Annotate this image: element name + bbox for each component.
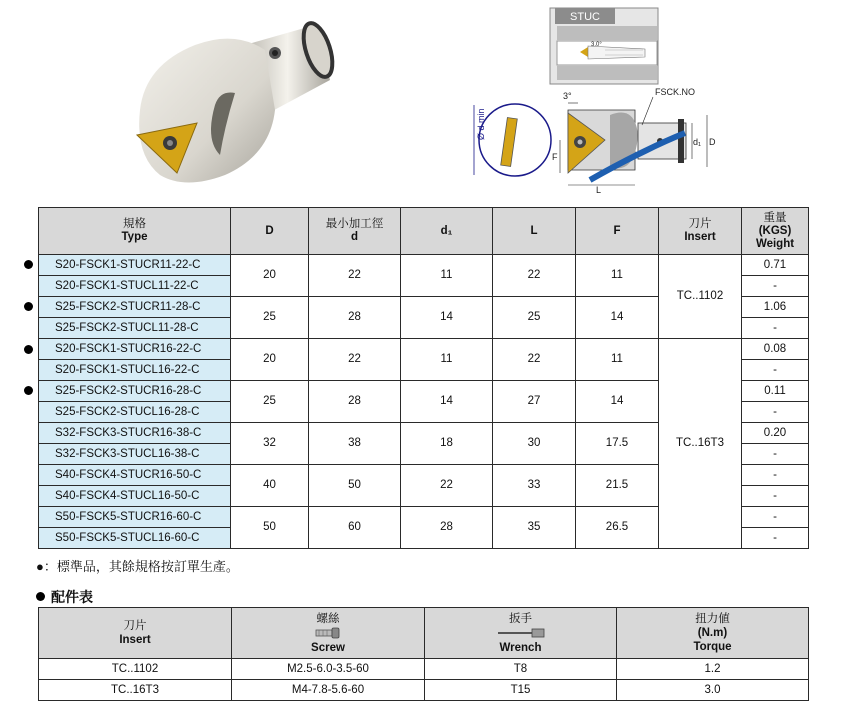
header-d1: d₁ xyxy=(401,208,493,255)
D-cell: 25 xyxy=(231,297,309,339)
d1-cell: 11 xyxy=(401,339,493,381)
stuc-angle-label: 3.0° xyxy=(591,42,602,48)
header-acc-insert: 刀片 Insert xyxy=(39,608,232,659)
dmin-cell: 28 xyxy=(309,297,401,339)
model-cell: S20-FSCK1-STUCL16-22-C xyxy=(39,360,231,381)
standard-dot xyxy=(24,302,33,311)
weight-cell: 1.06 xyxy=(742,297,809,318)
dmin-cell: 28 xyxy=(309,381,401,423)
L-cell: 25 xyxy=(493,297,576,339)
table-row xyxy=(39,255,809,276)
weight-cell: - xyxy=(742,507,809,528)
dmin-cell: 50 xyxy=(309,465,401,507)
model-cell: S25-FSCK2-STUCR16-28-C xyxy=(39,381,231,402)
standard-note: ●：標準品，其餘規格按訂單生產。 xyxy=(36,559,239,574)
weight-cell: 0.08 xyxy=(742,339,809,360)
weight-cell: - xyxy=(742,276,809,297)
dmin-cell: 22 xyxy=(309,339,401,381)
fsck-label: FSCK.NO xyxy=(655,87,696,97)
acc-wrench-cell: T15 xyxy=(425,680,617,701)
weight-cell: - xyxy=(742,465,809,486)
dmin-cell: 38 xyxy=(309,423,401,465)
acc-screw-cell: M4-7.8-5.6-60 xyxy=(232,680,425,701)
F-cell: 14 xyxy=(576,297,659,339)
tool-holder-photo xyxy=(125,5,340,195)
insert-cell: TC..16T3 xyxy=(659,339,742,549)
header-model: 規格 Type xyxy=(39,208,231,255)
acc-torque-cell: 1.2 xyxy=(617,659,809,680)
model-cell: S50-FSCK5-STUCL16-60-C xyxy=(39,528,231,549)
dmin-cell: 60 xyxy=(309,507,401,549)
model-cell: S50-FSCK5-STUCR16-60-C xyxy=(39,507,231,528)
model-cell: S20-FSCK1-STUCR11-22-C xyxy=(39,255,231,276)
header-acc-torque: 扭力値 (N.m) Torque xyxy=(617,608,809,659)
model-cell: S40-FSCK4-STUCR16-50-C xyxy=(39,465,231,486)
F-cell: 11 xyxy=(576,339,659,381)
model-cell: S25-FSCK2-STUCL16-28-C xyxy=(39,402,231,423)
acc-screw-cell: M2.5-6.0-3.5-60 xyxy=(232,659,425,680)
d1-cell: 14 xyxy=(401,297,493,339)
d1-cell: 22 xyxy=(401,465,493,507)
F-cell: 21.5 xyxy=(576,465,659,507)
header-weight: 重量 (KGS) Weight xyxy=(742,208,809,255)
spec-table xyxy=(38,207,809,549)
stuc-label: STUC xyxy=(570,11,600,23)
D-cell: 40 xyxy=(231,465,309,507)
d1-label: d₁ xyxy=(693,137,702,147)
F-cell: 26.5 xyxy=(576,507,659,549)
d1-cell: 18 xyxy=(401,423,493,465)
standard-dot xyxy=(24,345,33,354)
f-label: F xyxy=(552,152,558,162)
L-cell: 27 xyxy=(493,381,576,423)
D-cell: 50 xyxy=(231,507,309,549)
model-cell: S20-FSCK1-STUCR16-22-C xyxy=(39,339,231,360)
accessory-title-text: 配件表 xyxy=(51,589,93,605)
model-cell: S32-FSCK3-STUCL16-38-C xyxy=(39,444,231,465)
L-cell: 33 xyxy=(493,465,576,507)
D-cell: 20 xyxy=(231,255,309,297)
D-cell: 20 xyxy=(231,339,309,381)
screw-icon xyxy=(315,627,341,639)
L-cell: 30 xyxy=(493,423,576,465)
weight-cell: 0.71 xyxy=(742,255,809,276)
acc-wrench-cell: T8 xyxy=(425,659,617,680)
acc-insert-cell: TC..1102 xyxy=(39,659,232,680)
l-label: L xyxy=(596,185,602,195)
insert-cell: TC..1102 xyxy=(659,255,742,339)
header-insert: 刀片 Insert xyxy=(659,208,742,255)
dmin-cell: 22 xyxy=(309,255,401,297)
weight-cell: - xyxy=(742,444,809,465)
D-cell: 25 xyxy=(231,381,309,423)
standard-dot xyxy=(24,386,33,395)
weight-cell: - xyxy=(742,402,809,423)
header-F: F xyxy=(576,208,659,255)
d-label: D xyxy=(709,137,716,147)
header-D: D xyxy=(231,208,309,255)
d1-cell: 11 xyxy=(401,255,493,297)
weight-cell: 0.20 xyxy=(742,423,809,444)
L-cell: 22 xyxy=(493,255,576,297)
L-cell: 22 xyxy=(493,339,576,381)
weight-cell: - xyxy=(742,528,809,549)
table-row xyxy=(39,339,809,360)
weight-cell: - xyxy=(742,360,809,381)
accessory-table xyxy=(38,607,809,701)
header-acc-wrench: 扳手 Wrench xyxy=(425,608,617,659)
standard-dot xyxy=(24,260,33,269)
model-cell: S20-FSCK1-STUCL11-22-C xyxy=(39,276,231,297)
dimension-diagram xyxy=(470,85,720,195)
model-cell: S40-FSCK4-STUCL16-50-C xyxy=(39,486,231,507)
L-cell: 35 xyxy=(493,507,576,549)
angle-label: 3° xyxy=(563,91,572,101)
model-cell: S25-FSCK2-STUCR11-28-C xyxy=(39,297,231,318)
F-cell: 17.5 xyxy=(576,423,659,465)
dmin-label: Ø d min xyxy=(476,108,486,140)
F-cell: 11 xyxy=(576,255,659,297)
stuc-boring-diagram xyxy=(545,6,665,86)
header-dmin: 最小加工徑 d xyxy=(309,208,401,255)
header-L: L xyxy=(493,208,576,255)
model-cell: S25-FSCK2-STUCL11-28-C xyxy=(39,318,231,339)
acc-torque-cell: 3.0 xyxy=(617,680,809,701)
accessory-title xyxy=(36,587,93,607)
weight-cell: - xyxy=(742,486,809,507)
header-acc-screw: 螺絲 Screw xyxy=(232,608,425,659)
d1-cell: 28 xyxy=(401,507,493,549)
d1-cell: 14 xyxy=(401,381,493,423)
table-row xyxy=(39,680,809,701)
table-row xyxy=(39,659,809,680)
wrench-icon xyxy=(496,627,546,639)
D-cell: 32 xyxy=(231,423,309,465)
weight-cell: - xyxy=(742,318,809,339)
weight-cell: 0.11 xyxy=(742,381,809,402)
model-cell: S32-FSCK3-STUCR16-38-C xyxy=(39,423,231,444)
bullet-dot xyxy=(36,592,45,601)
acc-insert-cell: TC..16T3 xyxy=(39,680,232,701)
F-cell: 14 xyxy=(576,381,659,423)
